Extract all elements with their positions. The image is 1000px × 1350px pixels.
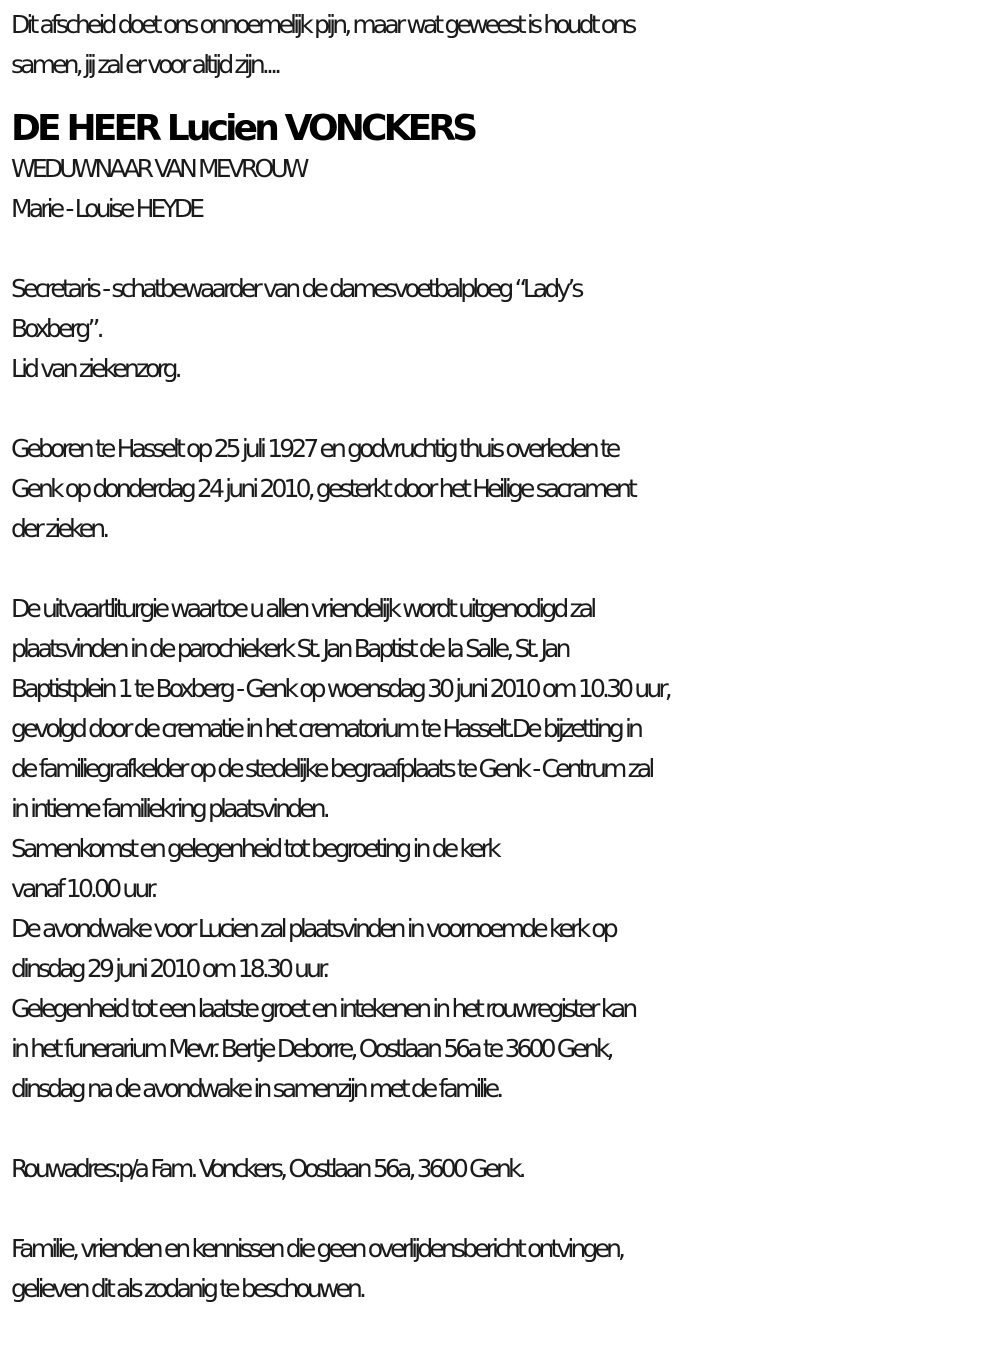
paragraph-gap [11,1109,991,1149]
funeral-line: plaatsvinden in de parochiekerk St. Jan Baptist de la Salle, St. Jan [11,634,568,663]
paragraph-gap [11,1189,991,1229]
funeral-line: De avondwake voor Lucien zal plaatsvinden in voornoemde kerk op [11,914,615,943]
birth-death-paragraph [11,429,991,549]
funeral-line: Samenkomst en gelegenheid tot begroeting in de kerk [11,834,498,863]
roles-paragraph [11,269,991,389]
funeral-line: vanaf 10.00 uur. [11,874,155,903]
birth-death-line: Genk op donderdag 24 juni 2010, gesterkt door het Heilige sacrament [11,474,634,503]
paragraph-gap [11,549,991,589]
closing-line: gelieven dit als zodanig te beschouwen. [11,1274,364,1303]
closing-paragraph [11,1229,991,1309]
paragraph-gap [11,229,991,269]
funeral-line: gevolgd door de crematie in het crematorium te Hasselt.De bijzetting in [11,714,641,743]
birth-death-line: der zieken. [11,514,107,543]
funeral-line: De uitvaartliturgie waartoe u allen vriendelijk wordt uitgenodigd zal [11,594,594,623]
paragraph-gap [11,389,991,429]
deceased-relation: WEDUWNAAR VAN MEVROUW [11,154,306,183]
roles-line: Lid van ziekenzorg. [11,354,179,383]
funeral-line: in het funerarium Mevr. Bertje Deborre, Oostlaan 56a te 3600 Genk, [11,1034,611,1063]
funeral-line: in intieme familiekring plaatsvinden. [11,794,327,823]
funeral-line: de familiegrafkelder op de stedelijke begraafplaats te Genk - Centrum zal [11,754,652,783]
deceased-name: DE HEER Lucien VONCKERS [11,108,475,149]
address-paragraph [11,1149,991,1189]
funeral-line: Baptistplein 1 te Boxberg - Genk op woensdag 30 juni 2010 om 10.30 uur, [11,674,669,703]
roles-line: Secretaris - schatbewaarder van de damesvoetbalploeg “Lady’s [11,274,581,303]
spouse-name: Marie - Louise HEYDE [11,194,202,223]
address-line: Rouwadres:p/a Fam. Vonckers, Oostlaan 56a, 3600 Genk. [11,1154,523,1183]
funeral-paragraph [11,589,991,1109]
intro-line: samen, jij zal er voor altijd zijn.... [11,50,279,79]
intro-line: Dit afscheid doet ons onnoemelijk pijn, maar wat geweest is houdt ons [11,10,634,39]
roles-line: Boxberg”. [11,314,101,343]
funeral-line: dinsdag 29 juni 2010 om 18.30 uur. [11,954,327,983]
funeral-line: dinsdag na de avondwake in samenzijn met de familie. [11,1074,501,1103]
closing-line: Familie, vrienden en kennissen die geen overlijdensbericht ontvingen, [11,1234,623,1263]
intro-text [11,5,991,85]
deceased-block [11,107,991,229]
funeral-line: Gelegenheid tot een laatste groet en intekenen in het rouwregister kan [11,994,635,1023]
death-notice [11,5,991,1309]
birth-death-line: Geboren te Hasselt op 25 juli 1927 en godvruchtig thuis overleden te [11,434,618,463]
